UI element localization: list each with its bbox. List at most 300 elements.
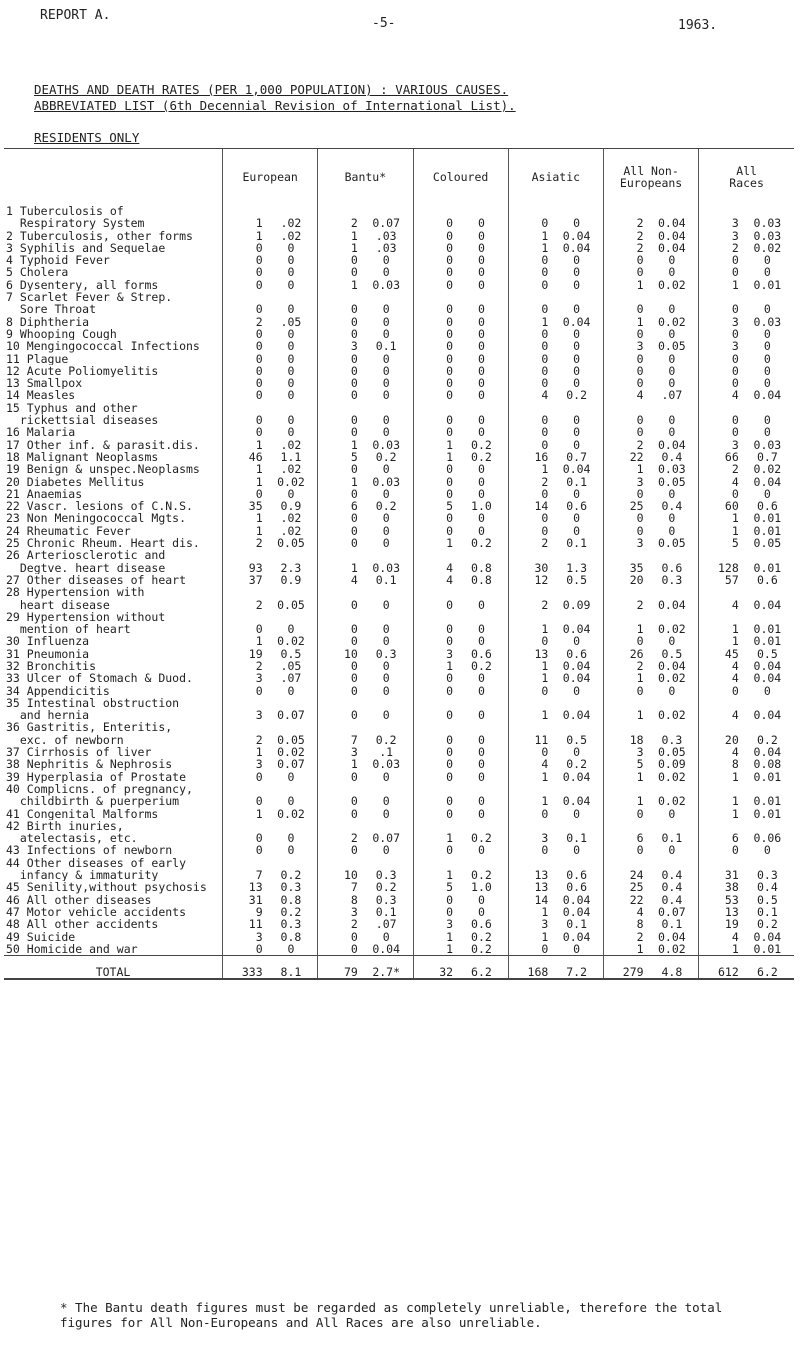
death-rate-cell: 0 <box>763 843 771 858</box>
death-rate-cell: 0 <box>477 462 485 477</box>
death-count-cell: 0 <box>413 783 455 808</box>
death-count-cell: 1 <box>413 439 455 451</box>
death-rate-cell: 0.6 <box>756 572 778 587</box>
death-rate-cell: 0 <box>287 363 295 378</box>
death-rate-cell: 0.04 <box>562 904 591 919</box>
death-count-cell: 7 <box>318 881 360 893</box>
death-count-cell: 37 <box>223 574 265 586</box>
death-count-cell: 0 <box>413 771 455 783</box>
death-rate-cell: 0.2 <box>471 868 492 883</box>
death-count-cell: 0 <box>603 808 645 820</box>
death-count-cell: 1 <box>413 931 455 943</box>
death-count-cell: 1 <box>603 783 645 808</box>
death-rate-cell: 0 <box>382 683 390 698</box>
table-row <box>4 254 794 266</box>
death-rate-cell: 0.8 <box>280 929 302 944</box>
death-rate-cell: .02 <box>280 437 302 452</box>
death-count-cell: 1 <box>508 611 550 636</box>
death-rate-cell: 0.5 <box>280 646 302 661</box>
death-count-cell: 0 <box>508 254 550 266</box>
death-rate-cell: 0.04 <box>753 708 782 723</box>
death-rate-cell: 0 <box>477 253 485 268</box>
death-rate-cell: 0 <box>477 523 485 538</box>
report-year: 1963. <box>678 18 718 33</box>
death-rate-cell: 0.6 <box>566 646 588 661</box>
cause-label: 46 All other diseases <box>6 893 152 906</box>
death-count-cell: 0 <box>223 426 265 438</box>
table-row <box>4 463 794 475</box>
death-count-cell: 3 <box>699 230 741 242</box>
table-row <box>4 931 794 943</box>
table-row <box>4 402 794 427</box>
death-rate-cell: 0.01 <box>753 511 782 526</box>
death-rate-cell: 0 <box>477 511 485 526</box>
death-count-cell: 0 <box>699 291 741 316</box>
page-number: -5- <box>372 16 396 31</box>
cause-label: 36 Gastritis, Enteritis, exc. of newborn <box>6 721 173 747</box>
death-count-cell: 0 <box>223 488 265 500</box>
death-count-cell: 0 <box>508 340 550 352</box>
death-rate-cell: 0.6 <box>471 646 492 661</box>
death-count-cell: 1 <box>699 279 741 291</box>
cause-label: 11 Plague <box>6 352 69 365</box>
death-rate-cell: 0.08 <box>753 757 782 772</box>
table-row <box>4 549 794 574</box>
table-row <box>4 500 794 512</box>
death-count-cell: 20 <box>603 574 645 586</box>
death-count-cell: 1 <box>223 439 265 451</box>
death-rate-cell: 0.4 <box>661 868 683 883</box>
death-count-cell: 22 <box>603 894 645 906</box>
death-count-cell: 2 <box>223 660 265 672</box>
death-count-cell: 5 <box>699 537 741 549</box>
death-rate-cell: 0 <box>668 326 676 341</box>
death-rate-cell: 0 <box>573 425 581 440</box>
death-rate-cell: 0 <box>668 523 676 538</box>
death-rate-cell: 0 <box>382 511 390 526</box>
death-rate-cell: 1.0 <box>471 880 492 895</box>
death-rate-cell: 0 <box>287 326 295 341</box>
death-count-cell: 0 <box>508 525 550 537</box>
death-count-cell: 4 <box>699 746 741 758</box>
death-count-cell: 0 <box>699 328 741 340</box>
death-count-cell: 13 <box>508 857 550 882</box>
death-rate-cell: 0.1 <box>566 474 588 489</box>
death-count-cell: 0 <box>223 377 265 389</box>
death-count-cell: 30 <box>508 549 550 574</box>
death-count-cell: 19 <box>699 918 741 930</box>
death-count-cell: 25 <box>603 500 645 512</box>
death-rate-cell: 0 <box>668 634 676 649</box>
death-count-cell: 3 <box>603 340 645 352</box>
death-count-cell: 0 <box>413 230 455 242</box>
death-count-cell: 2 <box>603 660 645 672</box>
death-rate-cell: 0.2 <box>471 658 492 673</box>
death-rate-cell: 0.4 <box>661 880 683 895</box>
cause-label: 34 Appendicitis <box>6 684 110 697</box>
death-count-cell: 16 <box>508 451 550 463</box>
death-count-cell: 12 <box>508 574 550 586</box>
death-rate-cell: 0 <box>477 597 485 612</box>
death-rate-cell: 0 <box>477 769 485 784</box>
death-count-cell: 1 <box>318 230 360 242</box>
death-count-cell: 1 <box>223 808 265 820</box>
death-rate-cell: 0 <box>477 622 485 637</box>
death-count-cell: 0 <box>603 488 645 500</box>
death-rate-cell: 0.5 <box>566 732 588 747</box>
death-count-cell: 0 <box>318 771 360 783</box>
death-count-cell: 0 <box>223 820 265 845</box>
death-count-cell: 0 <box>413 463 455 475</box>
death-count-cell: 0 <box>413 476 455 488</box>
death-count-cell: 1 <box>603 611 645 636</box>
death-count-cell: 1 <box>603 463 645 475</box>
death-rate-cell: 0.2 <box>471 929 492 944</box>
death-rate-cell: 2.3 <box>280 560 302 575</box>
death-count-cell: 0 <box>223 402 265 427</box>
death-count-cell: 2 <box>318 820 360 845</box>
death-rate-cell: 0.01 <box>753 560 782 575</box>
death-rate-cell: 0 <box>477 794 485 809</box>
table-row <box>4 389 794 401</box>
death-rate-cell: 0 <box>477 302 485 317</box>
death-rate-cell: 0.02 <box>658 941 686 956</box>
death-count-cell: 35 <box>223 500 265 512</box>
death-count-cell: 0 <box>603 353 645 365</box>
death-count-cell: 0 <box>699 266 741 278</box>
cause-label: 40 Complicns. of pregnancy, childbirth & puerperium <box>6 782 193 808</box>
column-header-1: Bantu* <box>318 149 413 206</box>
death-count-cell: 0 <box>318 660 360 672</box>
death-count-cell: 0 <box>413 316 455 328</box>
table-row <box>4 857 794 882</box>
death-count-cell: 0 <box>699 377 741 389</box>
death-rate-cell: .03 <box>375 228 397 243</box>
death-count-cell: 3 <box>508 820 550 845</box>
cause-label: 35 Intestinal obstruction and hernia <box>6 696 180 722</box>
death-rate-cell: 0 <box>573 486 581 501</box>
death-count-cell: 0 <box>413 844 455 856</box>
death-rate-cell: 0.04 <box>658 597 686 612</box>
death-rate-cell: 0.04 <box>658 228 686 243</box>
death-rate-cell: 0.6 <box>566 868 588 883</box>
death-rate-cell: 0.01 <box>753 769 782 784</box>
cause-label: 50 Homicide and war <box>6 942 138 956</box>
death-count-cell: 1 <box>413 451 455 463</box>
death-rate-cell: 0 <box>573 302 581 317</box>
death-rate-cell: 0 <box>668 363 676 378</box>
death-count-cell: 0 <box>413 242 455 254</box>
death-count-cell: 3 <box>699 316 741 328</box>
cause-label: 31 Pneumonia <box>6 647 90 660</box>
death-count-cell: 1 <box>603 771 645 783</box>
death-count-cell: 14 <box>508 894 550 906</box>
death-rate-cell: 0.3 <box>756 868 778 883</box>
death-count-cell: 279 <box>603 956 645 980</box>
death-count-cell: 3 <box>699 340 741 352</box>
death-rate-cell: 0 <box>477 216 485 231</box>
death-count-cell: 0 <box>223 266 265 278</box>
table-row <box>4 242 794 254</box>
cause-label: 3 Syphilis and Sequelae <box>6 241 166 255</box>
cause-label: 17 Other inf. & parasit.dis. <box>6 438 200 451</box>
page-title: DEATHS AND DEATH RATES (PER 1,000 POPULATION) : VARIOUS CAUSES. <box>34 82 509 97</box>
death-count-cell: 0 <box>413 758 455 770</box>
death-rate-cell: 0 <box>382 671 390 686</box>
death-count-cell: 2 <box>318 205 360 230</box>
death-rate-cell: 2.7* <box>360 956 413 980</box>
death-count-cell: 0 <box>223 353 265 365</box>
death-count-cell: 0 <box>699 488 741 500</box>
death-rate-cell: 0.04 <box>562 314 591 329</box>
death-rate-cell: 0.9 <box>280 499 302 514</box>
death-rate-cell: 0 <box>287 425 295 440</box>
death-rate-cell: 0.04 <box>753 597 782 612</box>
death-count-cell: 3 <box>318 340 360 352</box>
death-count-cell: 2 <box>603 439 645 451</box>
death-count-cell: 0 <box>699 426 741 438</box>
death-rate-cell: 0.03 <box>372 437 401 452</box>
death-rate-cell: 6.2 <box>455 956 508 980</box>
cause-label: 10 Mengingococcal Infections <box>6 340 200 353</box>
death-count-cell: 0 <box>413 586 455 611</box>
death-count-cell: 128 <box>699 549 741 574</box>
death-count-cell: 0 <box>223 844 265 856</box>
table-row <box>4 279 794 291</box>
death-count-cell: 2 <box>603 931 645 943</box>
death-count-cell: 0 <box>603 254 645 266</box>
death-rate-cell: 0.04 <box>658 216 686 231</box>
death-count-cell: 2 <box>603 242 645 254</box>
death-rate-cell: 0 <box>668 376 676 391</box>
cause-label: 24 Rheumatic Fever <box>6 524 131 538</box>
death-count-cell: 7 <box>223 857 265 882</box>
death-rate-cell: 0.03 <box>372 757 401 772</box>
death-rate-cell: 0.3 <box>661 732 683 747</box>
table-row <box>4 758 794 770</box>
death-count-cell: 1 <box>508 672 550 684</box>
death-rate-cell: .07 <box>661 388 683 403</box>
death-rate-cell: 0 <box>573 634 581 649</box>
death-rate-cell: 0 <box>477 339 485 354</box>
death-rate-cell: 0.02 <box>277 745 305 760</box>
death-rate-cell: 0.2 <box>471 437 492 452</box>
death-count-cell: 0 <box>508 943 550 956</box>
death-count-cell: 1 <box>413 660 455 672</box>
death-rate-cell: 0 <box>382 769 390 784</box>
death-count-cell: 1 <box>508 660 550 672</box>
death-rate-cell: 0 <box>477 376 485 391</box>
death-rate-cell: 0 <box>287 831 295 846</box>
death-count-cell: 11 <box>508 721 550 746</box>
table-row <box>4 316 794 328</box>
death-rate-cell: 0.01 <box>753 941 782 956</box>
death-count-cell: 0 <box>508 439 550 451</box>
table-row <box>4 205 794 230</box>
death-rate-cell: 0 <box>477 413 485 428</box>
death-rate-cell: 8.1 <box>265 956 318 980</box>
death-rate-cell: 0 <box>477 228 485 243</box>
death-count-cell: 3 <box>603 746 645 758</box>
deaths-table <box>4 148 794 980</box>
death-rate-cell: 0 <box>287 413 295 428</box>
death-count-cell: 4 <box>699 389 741 401</box>
death-count-cell: 4 <box>699 586 741 611</box>
death-count-cell: 0 <box>699 844 741 856</box>
death-rate-cell: 0 <box>382 806 390 821</box>
death-rate-cell: 0 <box>573 806 581 821</box>
death-count-cell: 2 <box>318 918 360 930</box>
footnote: * The Bantu death figures must be regarded as completely unreliable, therefore the total figures for All Non-Europeans and All Races are also unreliable. <box>60 1300 723 1330</box>
death-rate-cell: 0 <box>287 388 295 403</box>
death-rate-cell: 0 <box>287 265 295 280</box>
death-count-cell: 333 <box>223 956 265 980</box>
death-count-cell: 4 <box>603 906 645 918</box>
death-rate-cell: 0.2 <box>375 449 397 464</box>
death-rate-cell: 0.04 <box>562 658 591 673</box>
death-count-cell: 0 <box>318 697 360 722</box>
death-rate-cell: 0.02 <box>658 708 686 723</box>
death-count-cell: 0 <box>318 808 360 820</box>
death-rate-cell: 0 <box>668 413 676 428</box>
death-count-cell: 0 <box>699 402 741 427</box>
death-rate-cell: 1.0 <box>471 499 492 514</box>
cause-label: 30 Influenza <box>6 635 90 648</box>
death-count-cell: 0 <box>413 389 455 401</box>
death-count-cell: 0 <box>318 316 360 328</box>
death-count-cell: 4 <box>508 389 550 401</box>
death-count-cell: 0 <box>413 328 455 340</box>
cause-label: 27 Other diseases of heart <box>6 573 187 587</box>
death-rate-cell: 0.2 <box>375 880 397 895</box>
death-count-cell: 2 <box>603 205 645 230</box>
death-rate-cell: 0.1 <box>661 831 683 846</box>
death-rate-cell: 0 <box>573 843 581 858</box>
death-rate-cell: 0 <box>573 265 581 280</box>
death-rate-cell: 0.04 <box>562 671 591 686</box>
death-rate-cell: 0 <box>477 388 485 403</box>
death-count-cell: 13 <box>508 648 550 660</box>
cause-label: 48 All other accidents <box>6 918 159 931</box>
cause-label: 14 Measles <box>6 389 76 402</box>
death-rate-cell: 0 <box>477 474 485 489</box>
death-count-cell: 6 <box>318 500 360 512</box>
death-count-cell: 31 <box>699 857 741 882</box>
death-rate-cell: 0.3 <box>661 572 683 587</box>
cause-label: 16 Malaria <box>6 426 76 439</box>
death-rate-cell: 0 <box>287 302 295 317</box>
death-rate-cell: 0.8 <box>280 892 302 907</box>
death-count-cell: 0 <box>318 377 360 389</box>
death-count-cell: 0 <box>508 808 550 820</box>
death-rate-cell: 0.04 <box>658 240 686 255</box>
death-rate-cell: 0 <box>382 376 390 391</box>
death-rate-cell: 0 <box>382 265 390 280</box>
death-count-cell: 0 <box>413 894 455 906</box>
death-rate-cell: 0.2 <box>756 732 778 747</box>
death-rate-cell: 0.5 <box>661 646 683 661</box>
death-count-cell: 1 <box>508 931 550 943</box>
death-rate-cell: 0.06 <box>753 831 782 846</box>
death-count-cell: 4 <box>699 476 741 488</box>
table-row <box>4 586 794 611</box>
death-rate-cell: 0.4 <box>756 880 778 895</box>
death-rate-cell: 0.1 <box>566 536 588 551</box>
cause-label: 13 Smallpox <box>6 377 83 390</box>
death-rate-cell: 0.3 <box>375 892 397 907</box>
death-rate-cell: 0.2 <box>756 917 778 932</box>
death-rate-cell: 0.05 <box>277 732 305 747</box>
death-rate-cell: 0 <box>763 326 771 341</box>
death-count-cell: 1 <box>603 316 645 328</box>
death-rate-cell: 0 <box>287 253 295 268</box>
death-count-cell: 0 <box>413 635 455 647</box>
table-row <box>4 697 794 722</box>
death-count-cell: 1 <box>699 611 741 636</box>
residents-only-label: RESIDENTS ONLY <box>34 130 140 145</box>
death-count-cell: 0 <box>603 377 645 389</box>
death-count-cell: 1 <box>318 476 360 488</box>
cause-label: 15 Typhus and other rickettsial diseases <box>6 401 159 427</box>
death-rate-cell: 0.2 <box>375 499 397 514</box>
death-count-cell: 0 <box>413 426 455 438</box>
death-rate-cell: 0.02 <box>658 769 686 784</box>
death-rate-cell: 0 <box>573 277 581 292</box>
death-count-cell: 3 <box>223 697 265 722</box>
death-rate-cell: 0 <box>382 314 390 329</box>
death-rate-cell: 0 <box>382 523 390 538</box>
death-count-cell: 0 <box>318 943 360 956</box>
death-rate-cell: 0.7 <box>756 449 778 464</box>
death-rate-cell: 0 <box>477 314 485 329</box>
death-rate-cell: 0 <box>287 240 295 255</box>
death-count-cell: 0 <box>318 389 360 401</box>
death-rate-cell: 0 <box>763 253 771 268</box>
death-rate-cell: 0.3 <box>280 880 302 895</box>
table-row <box>4 353 794 365</box>
death-rate-cell: 0 <box>573 376 581 391</box>
death-count-cell: 1 <box>508 906 550 918</box>
death-rate-cell: 0.5 <box>756 892 778 907</box>
death-count-cell: 0 <box>318 328 360 340</box>
death-rate-cell: 0.1 <box>661 917 683 932</box>
death-count-cell: 0 <box>508 746 550 758</box>
death-count-cell: 3 <box>699 439 741 451</box>
death-rate-cell: 0.02 <box>658 794 686 809</box>
death-count-cell: 79 <box>318 956 360 980</box>
death-count-cell: 0 <box>603 525 645 537</box>
death-rate-cell: .1 <box>379 745 394 760</box>
death-count-cell: 3 <box>603 476 645 488</box>
death-count-cell: 0 <box>413 906 455 918</box>
death-rate-cell: 0 <box>477 757 485 772</box>
death-rate-cell: 0.04 <box>753 929 782 944</box>
death-rate-cell: 0 <box>573 511 581 526</box>
death-count-cell: 46 <box>223 451 265 463</box>
death-rate-cell: 0 <box>477 351 485 366</box>
death-rate-cell: 0 <box>668 843 676 858</box>
death-rate-cell: 0.05 <box>753 536 782 551</box>
death-rate-cell: 0 <box>382 794 390 809</box>
death-rate-cell: 0 <box>668 351 676 366</box>
death-rate-cell: 0 <box>382 622 390 637</box>
death-rate-cell: 0 <box>382 413 390 428</box>
death-count-cell: 1 <box>413 537 455 549</box>
death-count-cell: 4 <box>699 697 741 722</box>
death-count-cell: 0 <box>508 426 550 438</box>
death-count-cell: 0 <box>699 365 741 377</box>
death-count-cell: 0 <box>508 328 550 340</box>
